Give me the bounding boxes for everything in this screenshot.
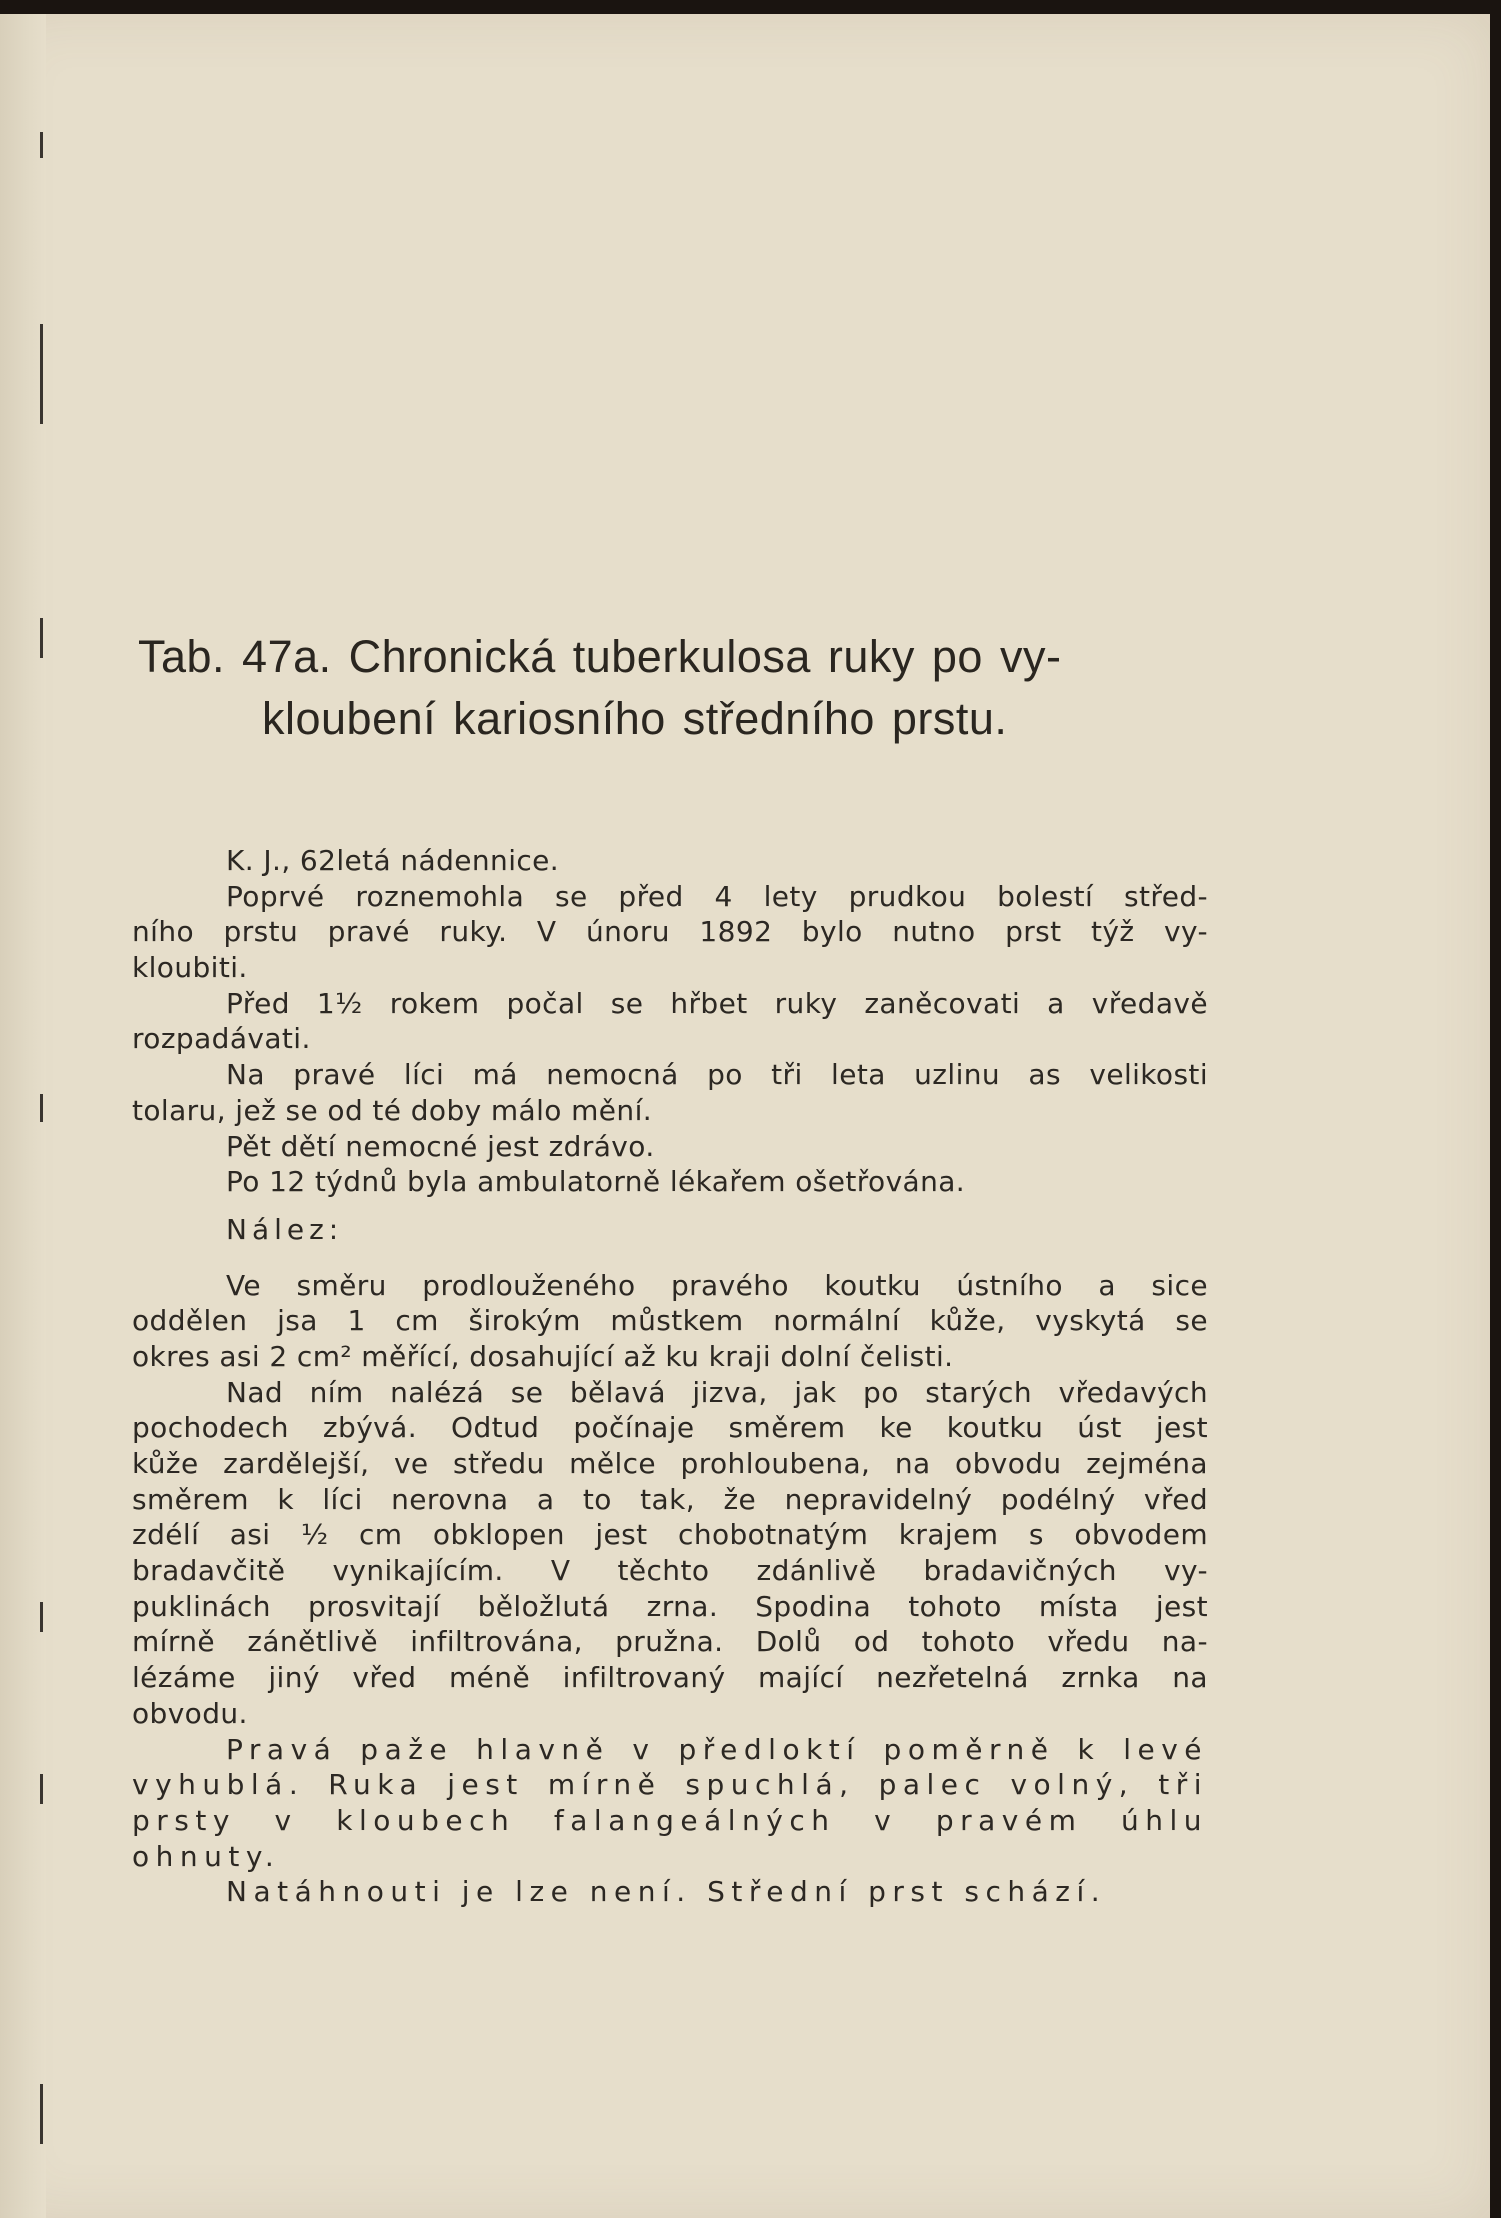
history-line-3: kloubiti. — [132, 951, 248, 985]
document-page — [0, 14, 1490, 2218]
arm-line-1: Pravá paže hlavně v předloktí poměrně k levé — [226, 1732, 1208, 1766]
binding-mark-2 — [40, 324, 43, 424]
title-line-2: kloubení kariosního středního prstu. — [262, 693, 1008, 744]
findings-line-4: Nad ním nalézá se bělavá jizva, jak po starých vředavých — [226, 1375, 1208, 1409]
document-body — [132, 843, 1208, 1910]
findings-line-6: kůže zardělejší, ve středu mělce prohloubena, na obvodu zejména — [132, 1447, 1208, 1480]
findings-line-13: obvodu. — [132, 1696, 248, 1730]
findings-line-9: bradavčitě vynikajícím. V těchto zdánlivě bradavičných vy- — [132, 1554, 1208, 1588]
history-line-4: Před 1½ rokem počal se hřbet ruky zaněcovati a vředavě — [226, 986, 1208, 1020]
binding-mark-5 — [40, 1602, 43, 1632]
history-line-9: Po 12 týdnů byla ambulatorně lékařem ošetřována. — [226, 1165, 966, 1199]
history-line-2: ního prstu pravé ruky. V únoru 1892 bylo nutno prst týž vy- — [132, 915, 1208, 949]
binding-mark-3 — [40, 618, 43, 658]
findings-heading: Nález: — [226, 1212, 344, 1246]
patient-line: K. J., 62letá nádennice. — [226, 844, 560, 877]
section-gap-2 — [132, 1248, 1208, 1268]
findings-line-12: lézáme jiný vřed méně infiltrovaný mající nezřetelná zrnka na — [132, 1661, 1208, 1695]
findings-line-11: mírně zánětlivě infiltrována, pružna. Dolů od tohoto vředu na- — [132, 1625, 1208, 1659]
binding-mark-6 — [40, 1774, 43, 1804]
section-gap-1 — [132, 1200, 1208, 1212]
arm-line-5: Natáhnouti je lze není. Střední prst schází. — [226, 1875, 1107, 1909]
title-line-1: Tab. 47a. Chronická tuberkulosa ruky po vy- — [138, 631, 1062, 682]
findings-line-10: puklinách prosvitají běložlutá zrna. Spodina tohoto místa jest — [132, 1589, 1208, 1623]
binding-mark-1 — [40, 132, 43, 158]
arm-line-3: prsty v kloubech falangeálných v pravém úhlu — [132, 1803, 1208, 1837]
history-line-6: Na pravé líci má nemocná po tři leta uzlinu as velikosti — [226, 1058, 1208, 1092]
arm-line-2: vyhublá. Ruka jest mírně spuchlá, palec volný, tři — [132, 1768, 1208, 1802]
binding-mark-4 — [40, 1094, 43, 1122]
history-line-5: rozpadávati. — [132, 1022, 311, 1056]
findings-line-2: oddělen jsa 1 cm širokým můstkem normální kůže, vyskytá se — [132, 1304, 1208, 1338]
history-line-8: Pět dětí nemocné jest zdrávo. — [226, 1129, 655, 1163]
findings-line-8: zdélí asi ½ cm obklopen jest chobotnatým krajem s obvodem — [132, 1518, 1208, 1552]
findings-line-3: okres asi 2 cm² měřící, dosahující až ku kraji dolní čelisti. — [132, 1339, 954, 1373]
findings-line-5: pochodech zbývá. Odtud počínaje směrem ke koutku úst jest — [132, 1411, 1208, 1445]
findings-line-1: Ve směru prodlouženého pravého koutku ústního a sice — [226, 1268, 1208, 1302]
findings-line-7: směrem k líci nerovna a to tak, že nepravidelný podélný vřed — [132, 1482, 1208, 1516]
arm-line-4: ohnuty. — [132, 1839, 281, 1873]
history-line-1: Poprvé roznemohla se před 4 lety prudkou bolestí střed- — [226, 879, 1208, 913]
history-line-7: tolaru, jež se od té doby málo mění. — [132, 1093, 653, 1127]
binding-mark-7 — [40, 2084, 43, 2144]
page-title — [138, 626, 1218, 750]
